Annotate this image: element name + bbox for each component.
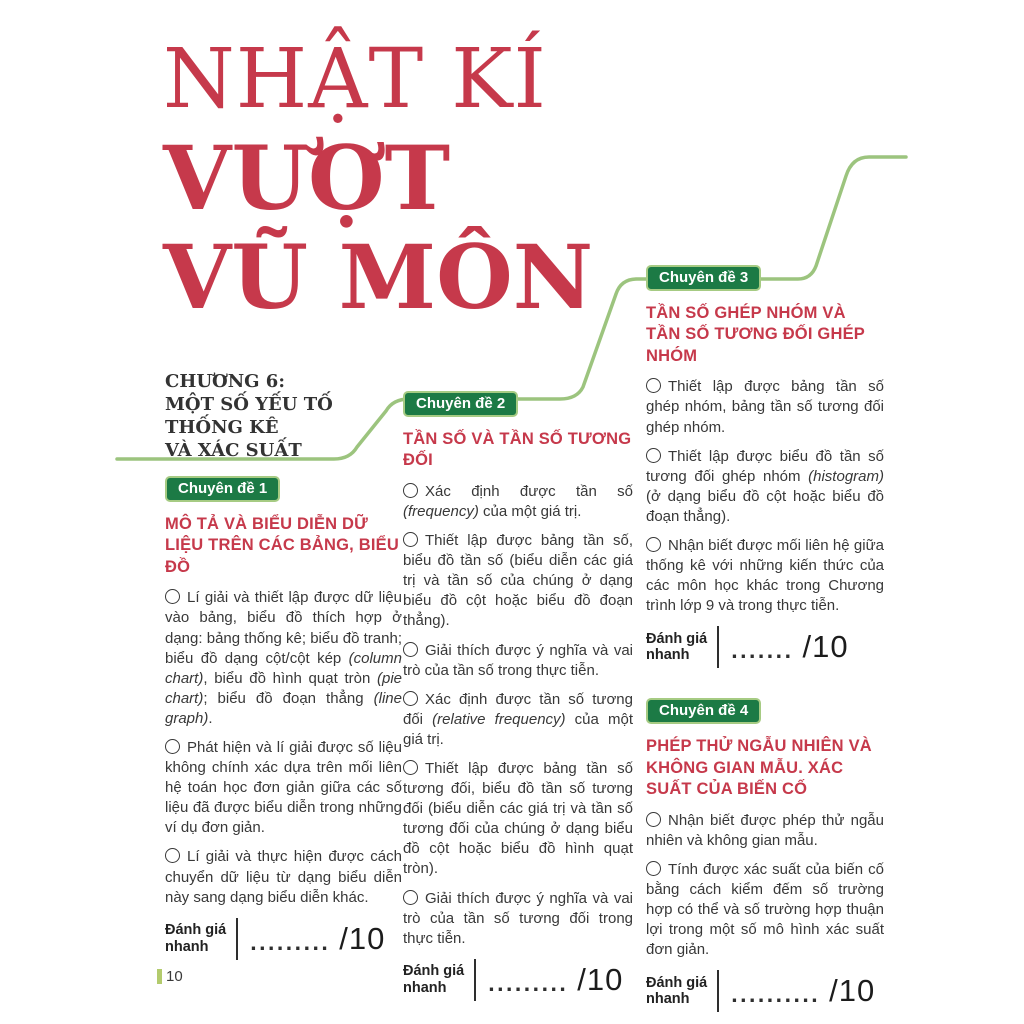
bullet-text: Lí giải và thực hiện được cách chuyển dữ liệu từ dạng biểu diễn này sang dạng biểu diễn khác. <box>165 848 402 906</box>
rating-score: /10 <box>339 920 386 956</box>
badge-chuyen-de-3: Chuyên đề 3 <box>646 265 761 291</box>
bullet-item <box>403 690 633 750</box>
rating-label-line2: nhanh <box>646 647 690 664</box>
column-1 <box>165 370 402 960</box>
bullet-text: Giải thích được ý nghĩa và vai trò của tần số tương đối trong thực tiễn. <box>403 889 633 947</box>
section-chuyen-de-1 <box>165 476 402 960</box>
bullet-text: Phát hiện và lí giải được số liệu không chính xác dựa trên mối liên hệ toán học đơn giản giữa các số liệu đã được biểu diễn trong những ví dụ đơn giản. <box>165 738 402 837</box>
circle-bullet-icon <box>646 537 661 552</box>
page-number-text: 10 <box>166 968 183 985</box>
bullet-item <box>165 847 402 907</box>
circle-bullet-icon <box>646 861 661 876</box>
bullet-text: Xác định được tần số tương đối (relative frequency) của một giá trị. <box>403 690 634 748</box>
circle-bullet-icon <box>403 483 418 498</box>
bullet-text: Xác định được tần số (frequency) của một giá trị. <box>403 482 633 520</box>
bullet-item <box>165 588 402 729</box>
circle-bullet-icon <box>646 812 661 827</box>
rating-dots: ......... <box>250 928 331 955</box>
bullet-item <box>646 377 884 437</box>
rating-score: /10 <box>829 973 876 1009</box>
bullet-text: Thiết lập được bảng tần số ghép nhóm, bảng tần số tương đối ghép nhóm. <box>646 378 884 436</box>
bullet-text: Giải thích được ý nghĩa và vai trò của tần số trong thực tiễn. <box>403 641 633 679</box>
chapter-heading <box>165 370 402 462</box>
rating-dots: ......... <box>488 969 569 996</box>
bullet-text: Lí giải và thiết lập được dữ liệu vào bảng, biểu đồ thích hợp ở dạng: bảng thống kê; biểu đồ tranh; biểu đồ dạng cột/cột kép (column chart), biểu đồ hình quạt tròn (pie chart); biểu đồ đoạn thẳng (line graph). <box>165 589 402 727</box>
chapter-line3: VÀ XÁC SUẤT <box>165 440 302 461</box>
badge-chuyen-de-2: Chuyên đề 2 <box>403 391 518 417</box>
rating-divider <box>717 970 719 1012</box>
rating-label <box>165 922 226 955</box>
rating-dots: ....... <box>731 637 794 664</box>
bullet-item <box>646 447 884 527</box>
circle-bullet-icon <box>646 448 661 463</box>
bullet-item <box>403 889 633 949</box>
circle-bullet-icon <box>165 589 180 604</box>
rating-divider <box>717 626 719 668</box>
book-title-line1: NHẬT KÍ <box>163 32 547 127</box>
circle-bullet-icon <box>403 691 418 706</box>
section-2-title: TẦN SỐ VÀ TẦN SỐ TƯƠNG ĐỐI <box>403 430 632 470</box>
rating-label-line2: nhanh <box>403 979 447 996</box>
rating-label-line2: nhanh <box>646 991 690 1008</box>
rating-label <box>646 631 707 664</box>
book-title-line3: VŨ MÔN <box>163 225 594 329</box>
circle-bullet-icon <box>403 532 418 547</box>
rating-label <box>646 975 707 1008</box>
quick-rating-2 <box>403 959 633 1001</box>
chapter-line1: CHƯƠNG 6: <box>165 371 285 392</box>
bullet-item <box>403 482 633 522</box>
column-2 <box>403 391 633 1001</box>
rating-score: /10 <box>802 629 849 665</box>
badge-chuyen-de-1: Chuyên đề 1 <box>165 476 280 502</box>
circle-bullet-icon <box>646 378 661 393</box>
bullet-text: Thiết lập được biểu đồ tần số tương đối ghép nhóm (histogram) (ở dạng biểu đồ cột hoặc biểu đồ đoạn thẳng). <box>646 447 884 525</box>
bullet-text: Thiết lập được bảng tần số tương đối, biểu đồ tần số tương đối (biểu diễn các giá trị và tần số tương đối của chúng ở dạng biểu đồ cột hoặc biểu đồ hình quạt tròn). <box>403 760 633 878</box>
circle-bullet-icon <box>165 848 180 863</box>
bullet-item <box>646 536 884 616</box>
rating-divider <box>474 959 476 1001</box>
book-title <box>163 30 593 327</box>
section-chuyen-de-2 <box>403 391 633 1001</box>
rating-dots: .......... <box>731 981 821 1008</box>
bullet-text: Nhận biết được phép thử ngẫu nhiên và không gian mẫu. <box>646 811 884 849</box>
chapter-line2: MỘT SỐ YẾU TỐ THỐNG KÊ <box>165 394 333 438</box>
book-title-line2: VƯỢT <box>163 126 451 230</box>
page-number <box>157 968 183 985</box>
rating-label <box>403 963 464 996</box>
circle-bullet-icon <box>403 890 418 905</box>
circle-bullet-icon <box>403 760 418 775</box>
quick-rating-3 <box>646 626 884 668</box>
rating-label-line1: Đánh giá <box>403 963 465 980</box>
page-marker-icon <box>157 969 162 984</box>
circle-bullet-icon <box>165 739 180 754</box>
bullet-item <box>403 641 633 681</box>
rating-label-line1: Đánh giá <box>165 922 227 939</box>
bullet-text: Thiết lập được bảng tần số, biểu đồ tần số (biểu diễn các giá trị và tần số của chúng ở dạng biểu đồ cột hoặc biểu đồ đoạn thẳng). <box>403 532 633 630</box>
bullet-item <box>646 860 884 960</box>
rating-score: /10 <box>577 961 624 997</box>
bullet-item <box>403 759 633 880</box>
bullet-item <box>403 531 633 631</box>
section-1-title: MÔ TẢ VÀ BIỂU DIỄN DỮ LIỆU TRÊN CÁC BẢNG, BIỂU ĐỒ <box>165 515 399 576</box>
circle-bullet-icon <box>403 642 418 657</box>
section-chuyen-de-3 <box>646 265 884 668</box>
section-4-title: PHÉP THỬ NGẪU NHIÊN VÀ KHÔNG GIAN MẪU. XÁC SUẤT CỦA BIẾN CỐ <box>646 737 872 799</box>
rating-divider <box>236 918 238 960</box>
bullet-item <box>165 738 402 838</box>
bullet-text: Tính được xác suất của biến cố bằng cách kiểm đếm số trường hợp có thể và số trường hợp thuận lợi trong một số mô hình xác suất đơn giản. <box>646 860 884 959</box>
section-chuyen-de-4 <box>646 698 884 1012</box>
badge-chuyen-de-4: Chuyên đề 4 <box>646 698 761 724</box>
bullet-text: Nhận biết được mối liên hệ giữa thống kê với những kiến thức của các môn học khác trong Chương trình lớp 9 và trong thực tiễn. <box>646 536 884 615</box>
bullet-item <box>646 811 884 851</box>
column-3 <box>646 265 884 1012</box>
section-3-title: TẦN SỐ GHÉP NHÓM VÀ TẦN SỐ TƯƠNG ĐỐI GHÉP NHÓM <box>646 304 865 365</box>
rating-label-line1: Đánh giá <box>646 630 708 647</box>
quick-rating-1 <box>165 918 402 960</box>
rating-label-line1: Đánh giá <box>646 974 708 991</box>
rating-label-line2: nhanh <box>165 938 209 955</box>
quick-rating-4 <box>646 970 884 1012</box>
